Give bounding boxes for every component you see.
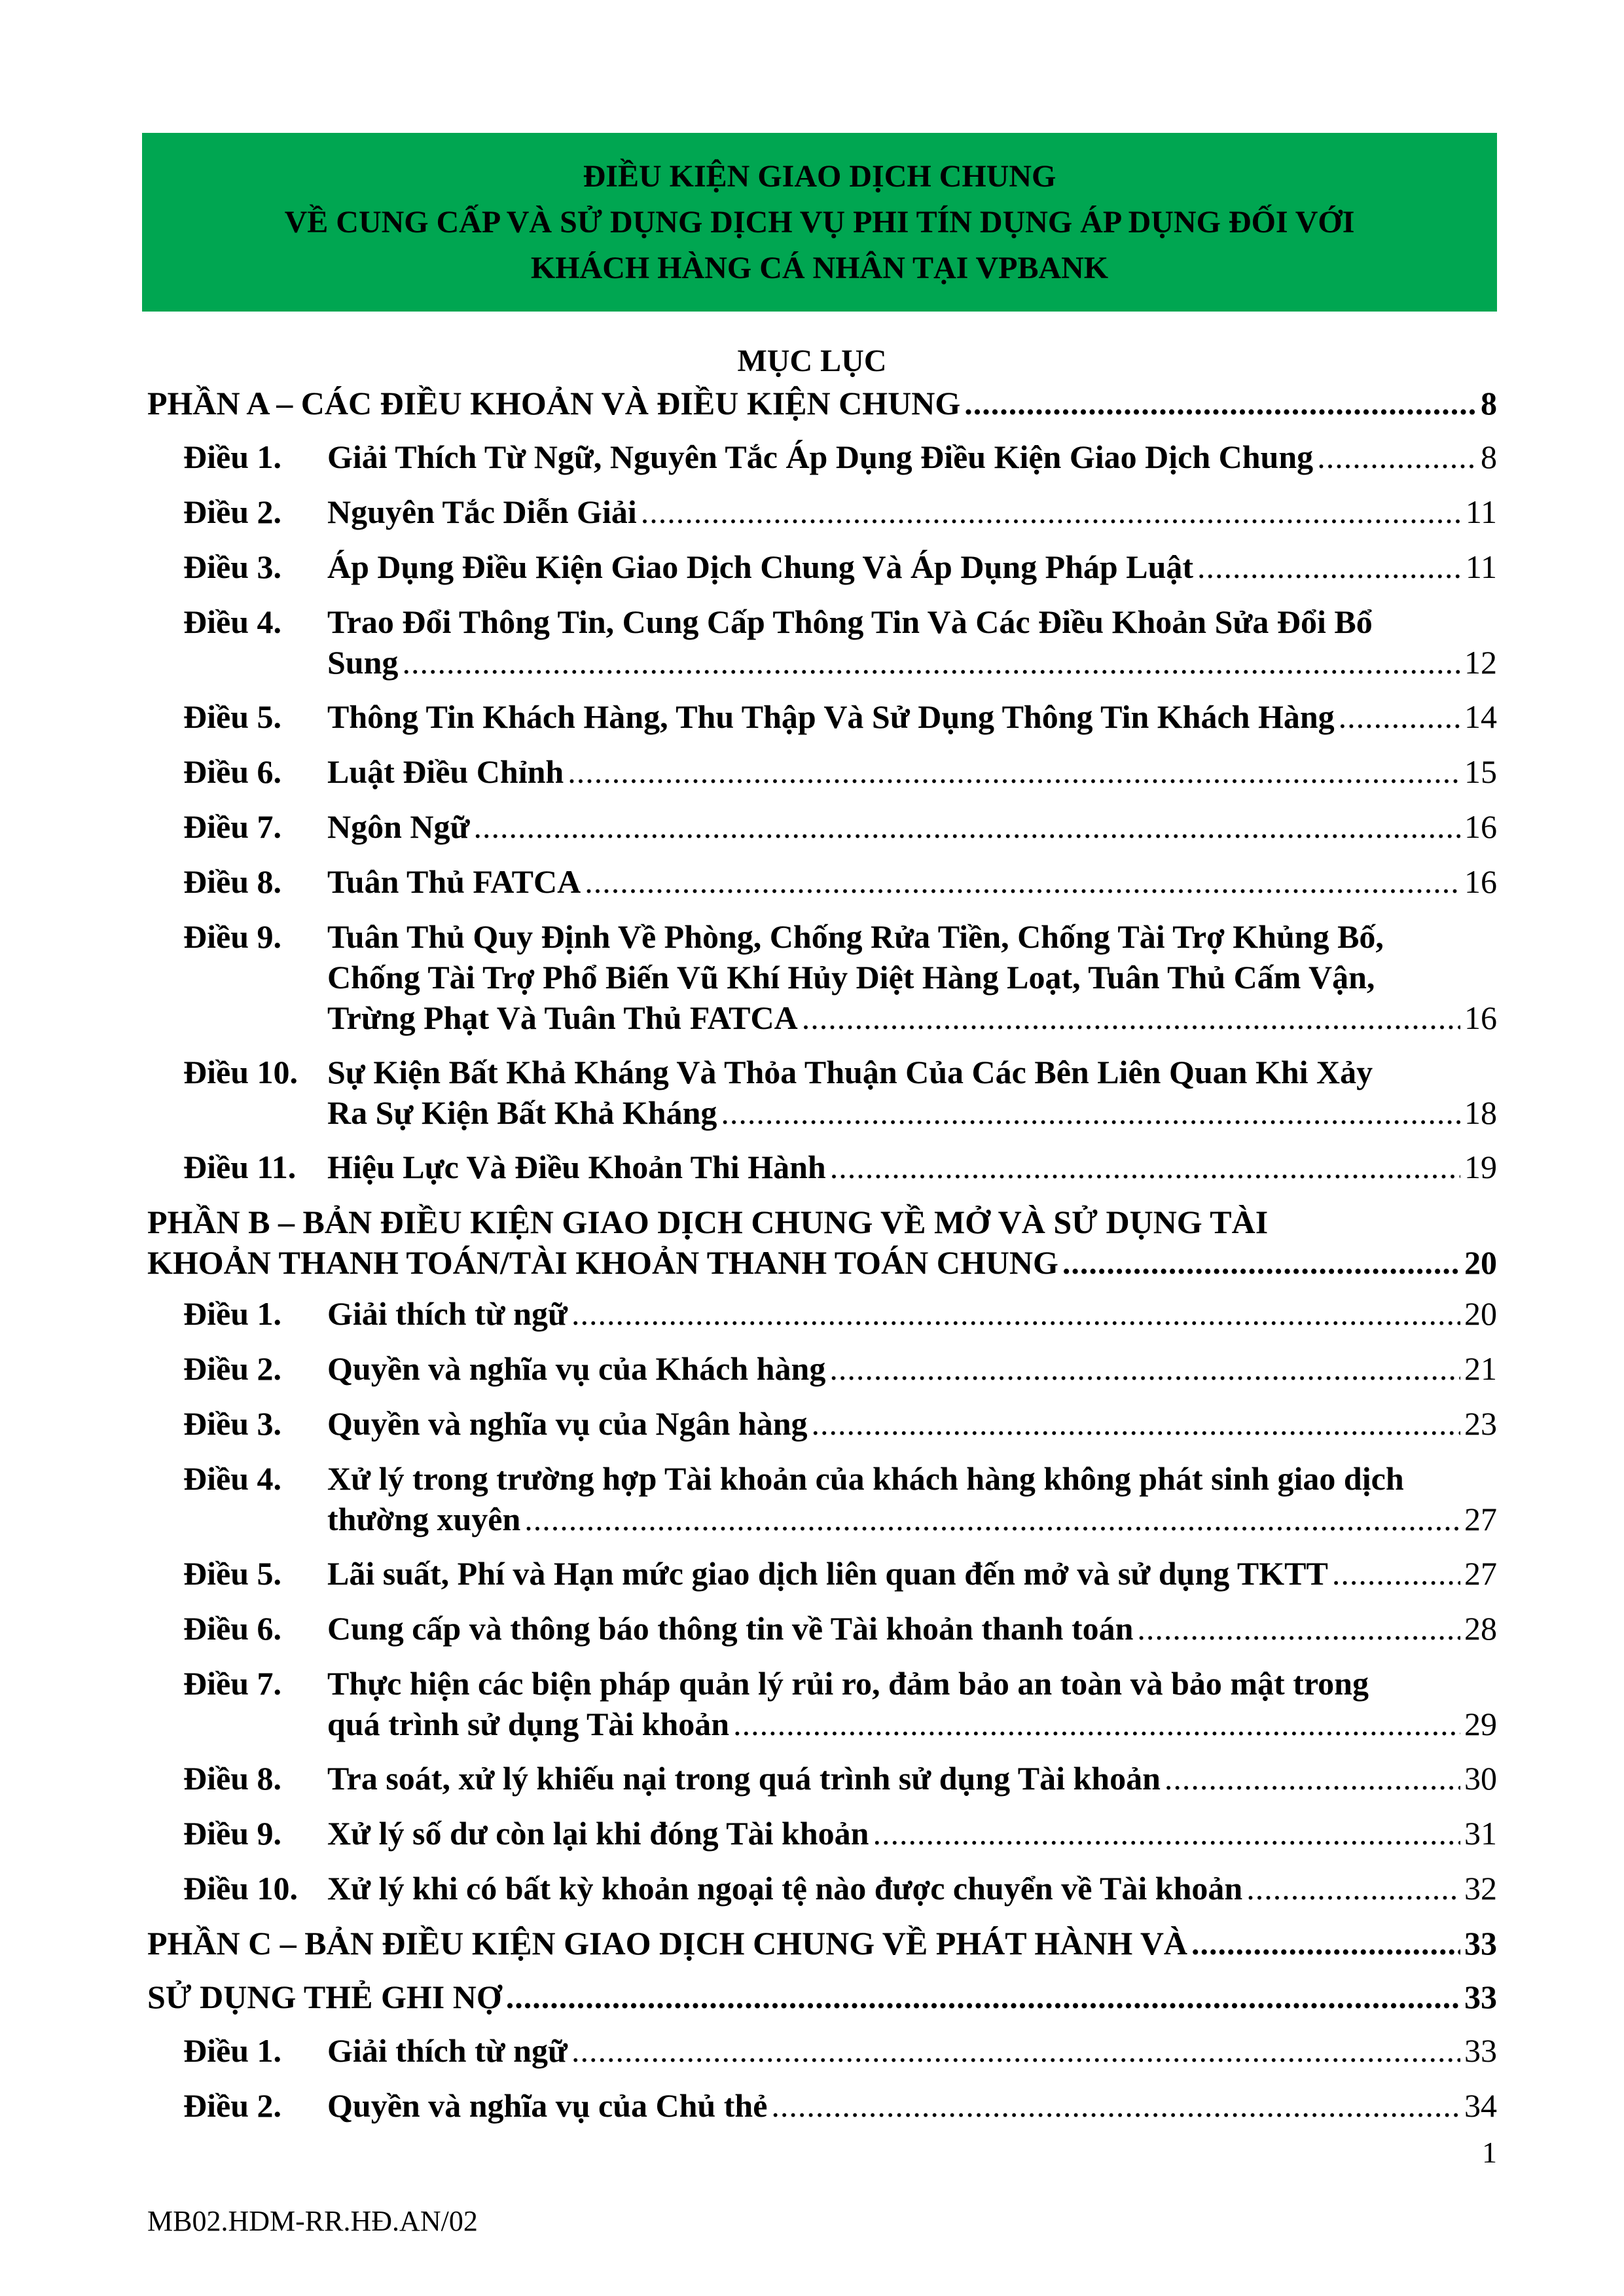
dot-leader [721, 1092, 1460, 1133]
article-title-text: Quyền và nghĩa vụ của Chủ thẻ [327, 2087, 768, 2124]
dot-leader [1164, 1758, 1460, 1799]
part-a-article[interactable] [147, 1052, 1497, 1147]
article-title-page: 27 [1464, 1555, 1497, 1592]
dot-leader [1137, 1608, 1460, 1649]
dot-leader [1197, 547, 1462, 587]
part-a-article[interactable] [147, 601, 1497, 696]
title-line-1: ĐIỀU KIỆN GIAO DỊCH CHUNG [583, 158, 1056, 194]
toc-part-a[interactable] [147, 383, 1497, 437]
toc-part-c-title-page: 33 [1464, 1925, 1497, 1962]
toc-part-b[interactable] [147, 1202, 1497, 1293]
article-number: Điều 5. [183, 1555, 281, 1592]
toc-part-c-cont[interactable] [147, 1977, 1497, 2030]
dot-leader [1246, 1868, 1460, 1909]
article-title-page: 20 [1464, 1295, 1497, 1332]
article-title-page: 12 [1464, 644, 1497, 681]
part-a-article[interactable] [147, 547, 1497, 601]
article-title-text: quá trình sử dụng Tài khoản [327, 1706, 730, 1742]
article-title-page: 16 [1464, 808, 1497, 845]
part-b-article[interactable] [147, 1403, 1497, 1458]
dot-leader [585, 861, 1460, 902]
article-title-text: Giải thích từ ngữ [327, 2032, 568, 2069]
document-title-banner [142, 133, 1497, 312]
article-title-page: 30 [1464, 1760, 1497, 1797]
part-b-article[interactable] [147, 1758, 1497, 1813]
article-title-page: 31 [1464, 1815, 1497, 1852]
dot-leader [571, 2030, 1460, 2071]
part-c-article[interactable] [147, 2030, 1497, 2085]
article-number: Điều 10. [183, 1054, 298, 1090]
part-a-article[interactable] [147, 437, 1497, 492]
part-a-article[interactable] [147, 861, 1497, 916]
article-title-page: 32 [1464, 1870, 1497, 1907]
dot-leader [1317, 437, 1477, 477]
article-title-text: Xử lý số dư còn lại khi đóng Tài khoản [327, 1815, 869, 1852]
article-title-line: Trao Đổi Thông Tin, Cung Cấp Thông Tin Và Các Điều Khoản Sửa Đổi Bổ [327, 603, 1373, 640]
toc-part-b-title-page: 20 [1464, 1244, 1497, 1281]
part-c-article[interactable] [147, 2085, 1497, 2140]
toc-part-b-title-text: KHOẢN THANH TOÁN/TÀI KHOẢN THANH TOÁN CHUNG [147, 1244, 1058, 1281]
article-title-line: Chống Tài Trợ Phổ Biến Vũ Khí Hủy Diệt Hàng Loạt, Tuân Thủ Cấm Vận, [327, 959, 1375, 996]
article-title-text: Hiệu Lực Và Điều Khoản Thi Hành [327, 1149, 826, 1185]
article-title-text: Trừng Phạt Và Tuân Thủ FATCA [327, 999, 798, 1036]
article-title-page: 33 [1464, 2032, 1497, 2069]
dot-leader [733, 1704, 1460, 1744]
part-b-article[interactable] [147, 1348, 1497, 1403]
article-title-text: Xử lý khi có bất kỳ khoản ngoại tệ nào được chuyển về Tài khoản [327, 1870, 1243, 1907]
dot-leader [641, 492, 1462, 532]
dot-leader [829, 1348, 1460, 1389]
article-title-page: 11 [1465, 548, 1497, 585]
article-title-text: Tra soát, xử lý khiếu nại trong quá trình sử dụng Tài khoản [327, 1760, 1161, 1797]
article-title-text: Cung cấp và thông báo thông tin về Tài khoản thanh toán [327, 1610, 1134, 1647]
article-title-page: 29 [1464, 1706, 1497, 1742]
part-b-article[interactable] [147, 1458, 1497, 1553]
article-title-page: 28 [1464, 1610, 1497, 1647]
dot-leader [571, 1293, 1460, 1334]
article-number: Điều 5. [183, 698, 281, 735]
article-title-page: 19 [1464, 1149, 1497, 1185]
article-title-text: Thông Tin Khách Hàng, Thu Thập Và Sử Dụng Thông Tin Khách Hàng [327, 698, 1335, 735]
dot-leader [402, 642, 1460, 683]
part-a-article[interactable] [147, 806, 1497, 861]
article-title-text: Sung [327, 644, 399, 681]
title-line-3: KHÁCH HÀNG CÁ NHÂN TẠI VPBANK [530, 250, 1109, 285]
article-title-page: 16 [1464, 863, 1497, 900]
title-line-2: VỀ CUNG CẤP VÀ SỬ DỤNG DỊCH VỤ PHI TÍN DỤNG ÁP DỤNG ĐỐI VỚI [284, 204, 1355, 240]
dot-leader [1332, 1553, 1460, 1594]
toc-part-a-title-text: PHẦN A – CÁC ĐIỀU KHOẢN VÀ ĐIỀU KIỆN CHUNG [147, 385, 961, 422]
part-a-article[interactable] [147, 751, 1497, 806]
article-number: Điều 4. [183, 1460, 281, 1497]
dot-leader [506, 1977, 1460, 2017]
part-b-article[interactable] [147, 1663, 1497, 1758]
article-number: Điều 7. [183, 808, 281, 845]
article-title-line: Sự Kiện Bất Khả Kháng Và Thỏa Thuận Của Các Bên Liên Quan Khi Xảy [327, 1054, 1373, 1090]
article-title-text: Ra Sự Kiện Bất Khả Kháng [327, 1094, 717, 1131]
dot-leader [771, 2085, 1460, 2126]
article-title-text: Tuân Thủ FATCA [327, 863, 581, 900]
dot-leader [1191, 1923, 1460, 1964]
article-number: Điều 10. [183, 1870, 298, 1907]
article-number: Điều 4. [183, 603, 281, 640]
dot-leader [802, 997, 1460, 1038]
article-title-text: Nguyên Tắc Diễn Giải [327, 493, 637, 530]
page-number: 1 [1482, 2136, 1497, 2169]
dot-leader [524, 1499, 1460, 1539]
toc-part-a-title-page: 8 [1481, 385, 1497, 422]
toc-part-c-title-text: PHẦN C – BẢN ĐIỀU KIỆN GIAO DỊCH CHUNG VỀ PHÁT HÀNH VÀ [147, 1925, 1188, 1962]
dot-leader [812, 1403, 1460, 1444]
article-title-page: 15 [1464, 753, 1497, 790]
toc-part-c-cont-title-page: 33 [1464, 1979, 1497, 2015]
article-number: Điều 6. [183, 753, 281, 790]
article-title-page: 23 [1464, 1405, 1497, 1442]
article-number: Điều 7. [183, 1665, 281, 1702]
article-number: Điều 1. [183, 2032, 281, 2069]
article-title-page: 16 [1464, 999, 1497, 1036]
dot-leader [830, 1147, 1460, 1187]
toc-part-b-title-line: PHẦN B – BẢN ĐIỀU KIỆN GIAO DỊCH CHUNG VỀ MỞ VÀ SỬ DỤNG TÀI [147, 1204, 1269, 1240]
dot-leader [1062, 1242, 1460, 1283]
footer-document-code: MB02.HDM-RR.HĐ.AN/02 [147, 2205, 478, 2237]
article-title-text: Giải Thích Từ Ngữ, Nguyên Tắc Áp Dụng Điều Kiện Giao Dịch Chung [327, 439, 1314, 475]
article-number: Điều 1. [183, 439, 281, 475]
article-number: Điều 9. [183, 1815, 281, 1852]
article-title-text: Ngôn Ngữ [327, 808, 470, 845]
dot-leader [964, 383, 1477, 423]
dot-leader [873, 1813, 1460, 1854]
part-b-article[interactable] [147, 1553, 1497, 1608]
table-of-contents [147, 383, 1497, 2140]
part-a-article[interactable] [147, 1147, 1497, 1202]
article-title-page: 8 [1481, 439, 1497, 475]
article-title-text: Lãi suất, Phí và Hạn mức giao dịch liên quan đến mở và sử dụng TKTT [327, 1555, 1328, 1592]
article-number: Điều 8. [183, 1760, 281, 1797]
dot-leader [568, 751, 1460, 792]
part-a-article[interactable] [147, 492, 1497, 547]
article-title-page: 27 [1464, 1501, 1497, 1537]
part-a-article[interactable] [147, 916, 1497, 1052]
article-title-line: Tuân Thủ Quy Định Về Phòng, Chống Rửa Tiền, Chống Tài Trợ Khủng Bố, [327, 918, 1384, 955]
article-title-text: Áp Dụng Điều Kiện Giao Dịch Chung Và Áp Dụng Pháp Luật [327, 548, 1194, 585]
article-number: Điều 3. [183, 548, 281, 585]
article-number: Điều 2. [183, 2087, 281, 2124]
part-b-article[interactable] [147, 1608, 1497, 1663]
dot-leader [474, 806, 1460, 847]
article-number: Điều 11. [183, 1149, 297, 1185]
article-title-page: 18 [1464, 1094, 1497, 1131]
toc-part-c-cont-title-text: SỬ DỤNG THẺ GHI NỢ [147, 1979, 502, 2015]
article-title-text: Luật Điều Chỉnh [327, 753, 564, 790]
article-number: Điều 6. [183, 1610, 281, 1647]
article-title-page: 11 [1465, 493, 1497, 530]
article-title-text: Giải thích từ ngữ [327, 1295, 568, 1332]
article-number: Điều 8. [183, 863, 281, 900]
article-title-page: 21 [1464, 1350, 1497, 1387]
article-title-text: Quyền và nghĩa vụ của Khách hàng [327, 1350, 826, 1387]
article-title-text: Quyền và nghĩa vụ của Ngân hàng [327, 1405, 808, 1442]
part-a-article[interactable] [147, 696, 1497, 751]
article-title-page: 34 [1464, 2087, 1497, 2124]
article-number: Điều 2. [183, 1350, 281, 1387]
article-title-line: Xử lý trong trường hợp Tài khoản của khách hàng không phát sinh giao dịch [327, 1460, 1404, 1497]
article-number: Điều 3. [183, 1405, 281, 1442]
part-b-article[interactable] [147, 1868, 1497, 1923]
article-number: Điều 1. [183, 1295, 281, 1332]
article-number: Điều 9. [183, 918, 281, 955]
article-number: Điều 2. [183, 493, 281, 530]
article-title-text: thường xuyên [327, 1501, 521, 1537]
part-b-article[interactable] [147, 1293, 1497, 1348]
toc-heading: MỤC LỤC [737, 344, 887, 378]
dot-leader [1339, 696, 1460, 737]
part-b-article[interactable] [147, 1813, 1497, 1868]
article-title-page: 14 [1464, 698, 1497, 735]
article-title-line: Thực hiện các biện pháp quản lý rủi ro, đảm bảo an toàn và bảo mật trong [327, 1665, 1369, 1702]
toc-part-c[interactable] [147, 1923, 1497, 1977]
